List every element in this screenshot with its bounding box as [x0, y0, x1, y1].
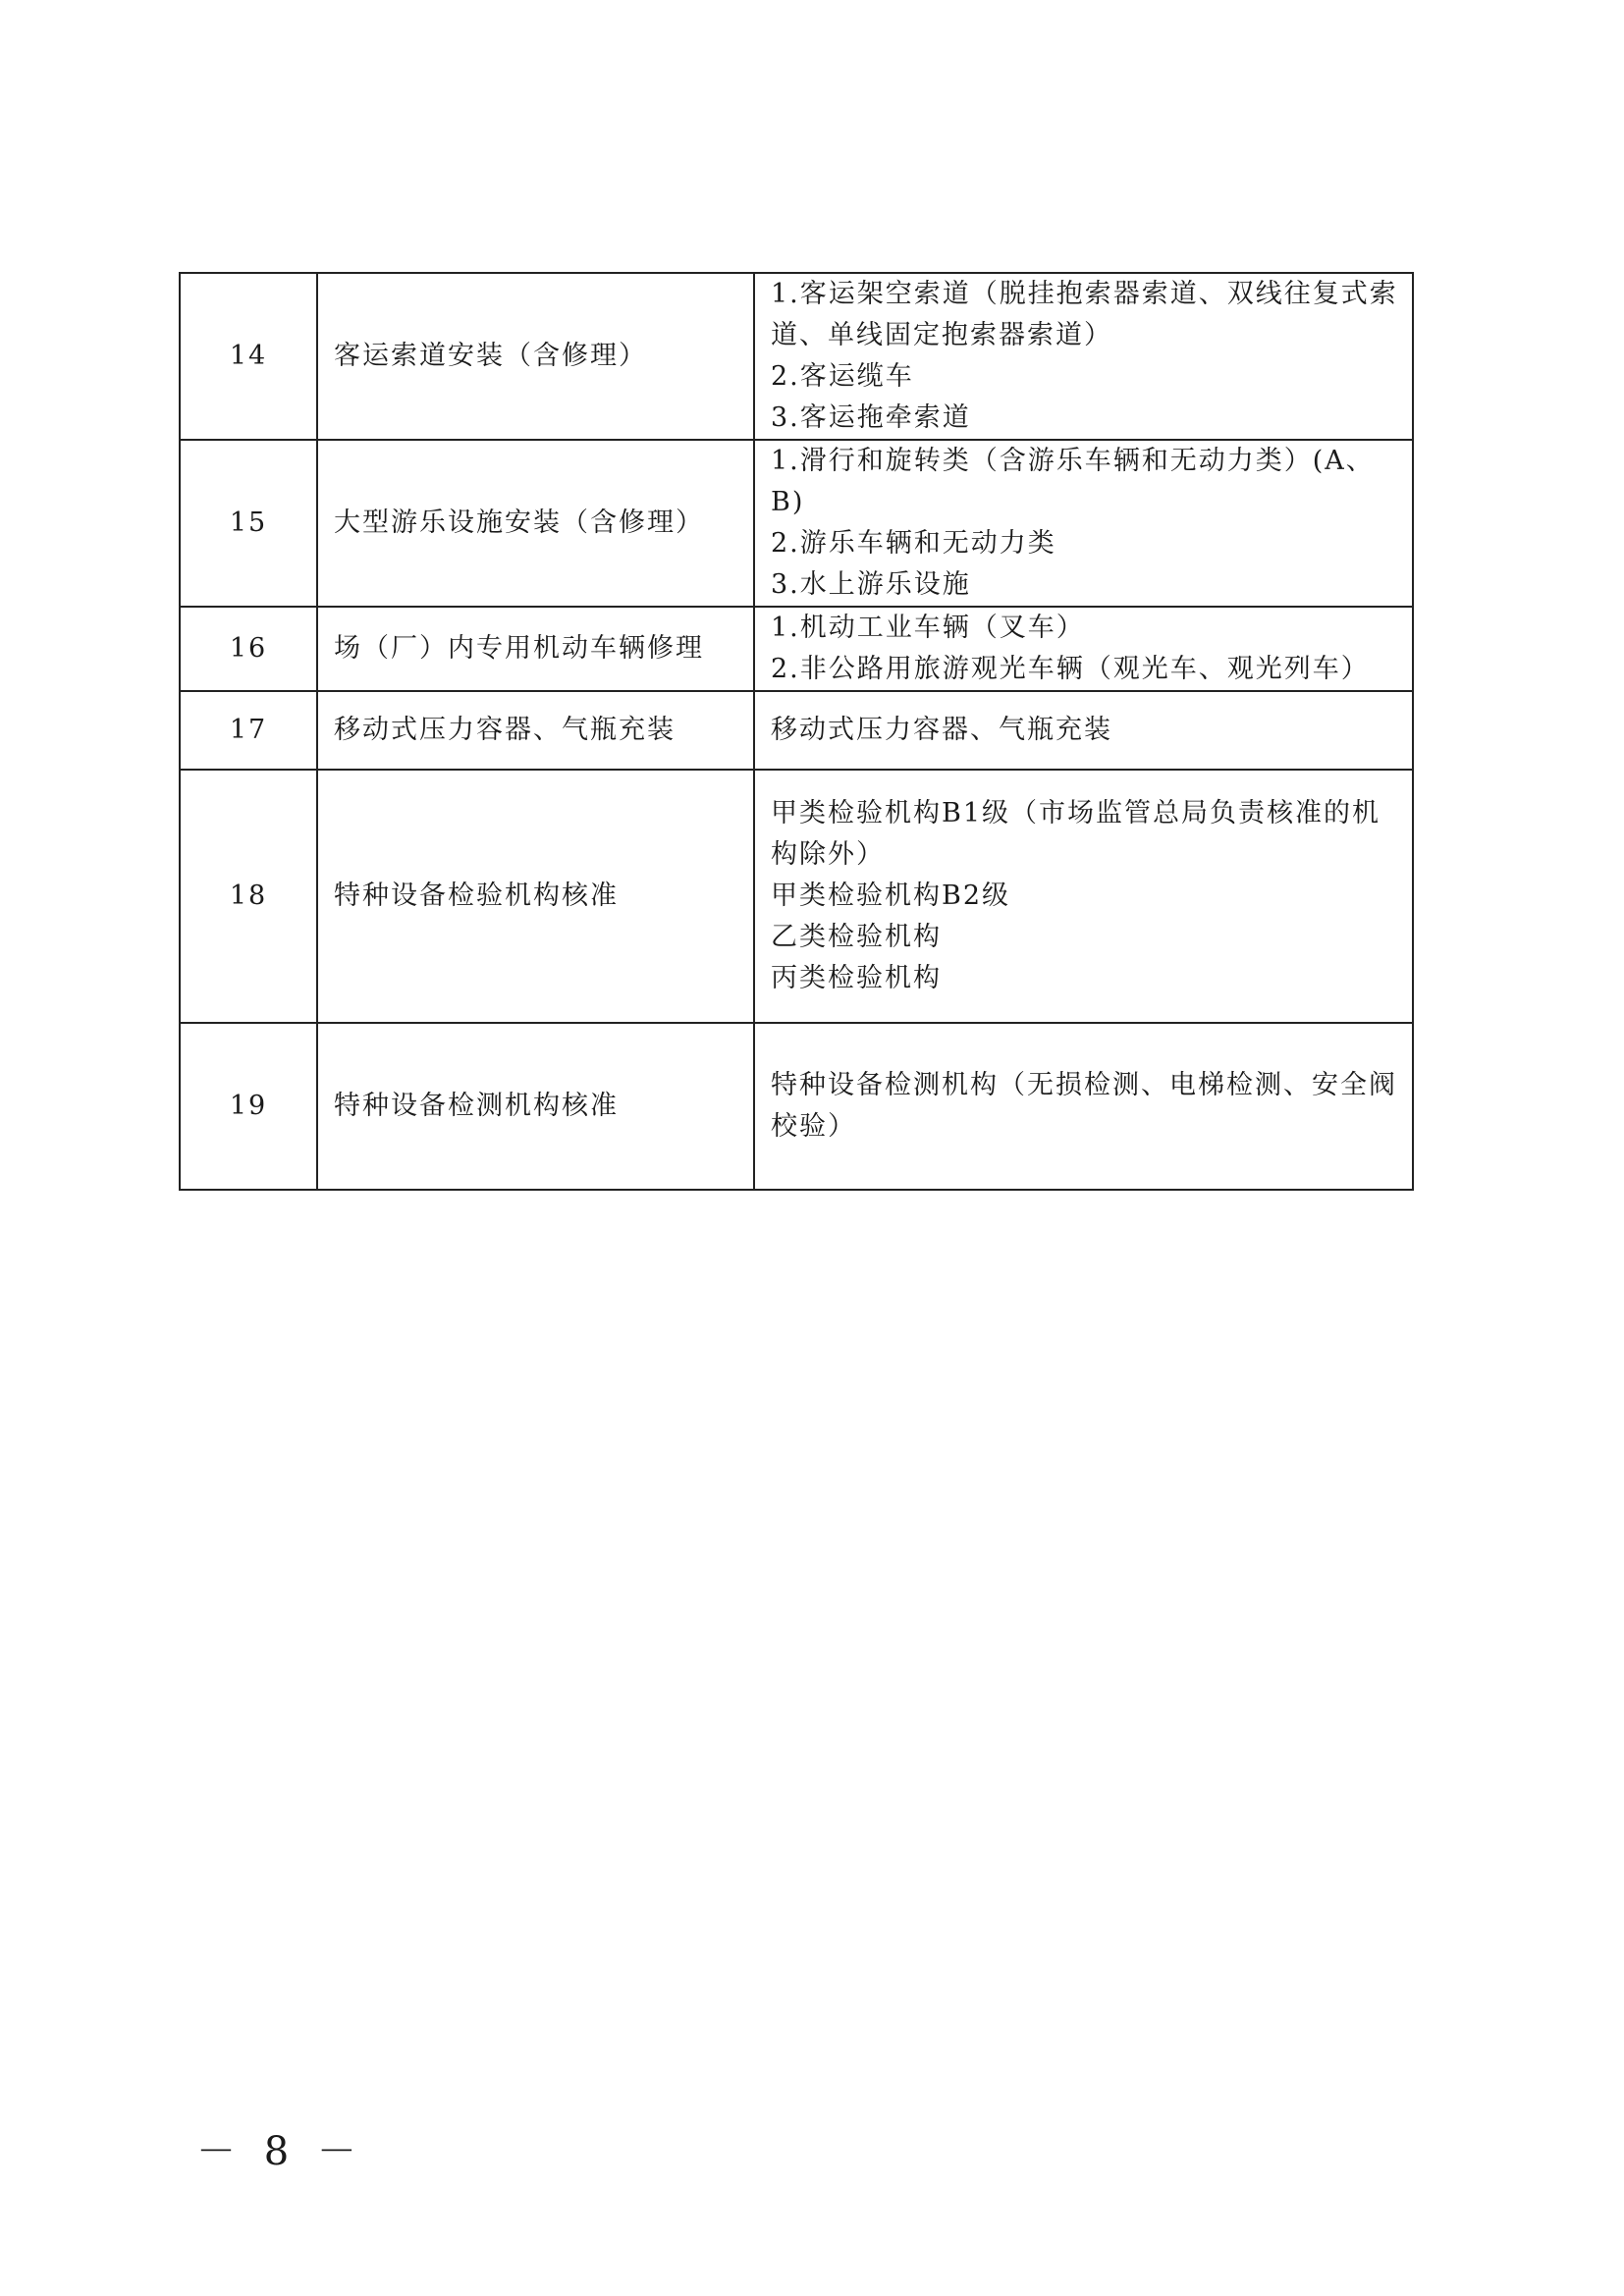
item-name: 大型游乐设施安装（含修理）	[317, 440, 754, 607]
item-scope	[754, 607, 1413, 691]
scope-line: 构除外）	[771, 839, 885, 870]
row-number: 19	[180, 1023, 317, 1190]
item-scope	[754, 1023, 1413, 1190]
scope-line: 1.滑行和旋转类（含游乐车辆和无动力类）(A、B)	[771, 446, 1375, 517]
table-row	[180, 607, 1413, 691]
item-name: 场（厂）内专用机动车辆修理	[317, 607, 754, 691]
row-number: 14	[180, 273, 317, 440]
table-row	[180, 440, 1413, 607]
table-row	[180, 273, 1413, 440]
scope-line: 甲类检验机构B2级	[771, 881, 1011, 911]
qualification-table	[179, 272, 1414, 1191]
scope-line: 2.游乐车辆和无动力类	[771, 528, 1056, 559]
scope-line: 2.非公路用旅游观光车辆（观光车、观光列车）	[771, 654, 1370, 684]
scope-line: 3.水上游乐设施	[771, 569, 971, 600]
item-scope	[754, 691, 1413, 770]
item-name: 移动式压力容器、气瓶充装	[317, 691, 754, 770]
scope-line: 1.机动工业车辆（叉车）	[771, 613, 1085, 643]
scope-line: 甲类检验机构B1级（市场监管总局负责核准的机	[771, 798, 1381, 828]
item-name: 特种设备检测机构核准	[317, 1023, 754, 1190]
page-number: － 8 －	[196, 2129, 364, 2174]
item-scope	[754, 273, 1413, 440]
row-number: 18	[180, 770, 317, 1023]
table-row	[180, 1023, 1413, 1190]
scope-line: 移动式压力容器、气瓶充装	[771, 715, 1112, 745]
scope-line: 丙类检验机构	[771, 963, 942, 993]
item-name: 特种设备检验机构核准	[317, 770, 754, 1023]
item-scope	[754, 770, 1413, 1023]
row-number: 16	[180, 607, 317, 691]
item-name: 客运索道安装（含修理）	[317, 273, 754, 440]
table-row	[180, 691, 1413, 770]
scope-line: 校验）	[771, 1111, 856, 1142]
scope-line: 3.客运拖牵索道	[771, 402, 971, 433]
row-number: 17	[180, 691, 317, 770]
scope-line: 乙类检验机构	[771, 922, 942, 952]
scope-line: 2.客运缆车	[771, 361, 914, 392]
scope-line: 道、单线固定抱索器索道）	[771, 320, 1112, 350]
scope-line: 特种设备检测机构（无损检测、电梯检测、安全阀	[771, 1070, 1397, 1100]
row-number: 15	[180, 440, 317, 607]
table-row	[180, 770, 1413, 1023]
item-scope	[754, 440, 1413, 607]
scope-line: 1.客运架空索道（脱挂抱索器索道、双线往复式索	[771, 279, 1398, 309]
